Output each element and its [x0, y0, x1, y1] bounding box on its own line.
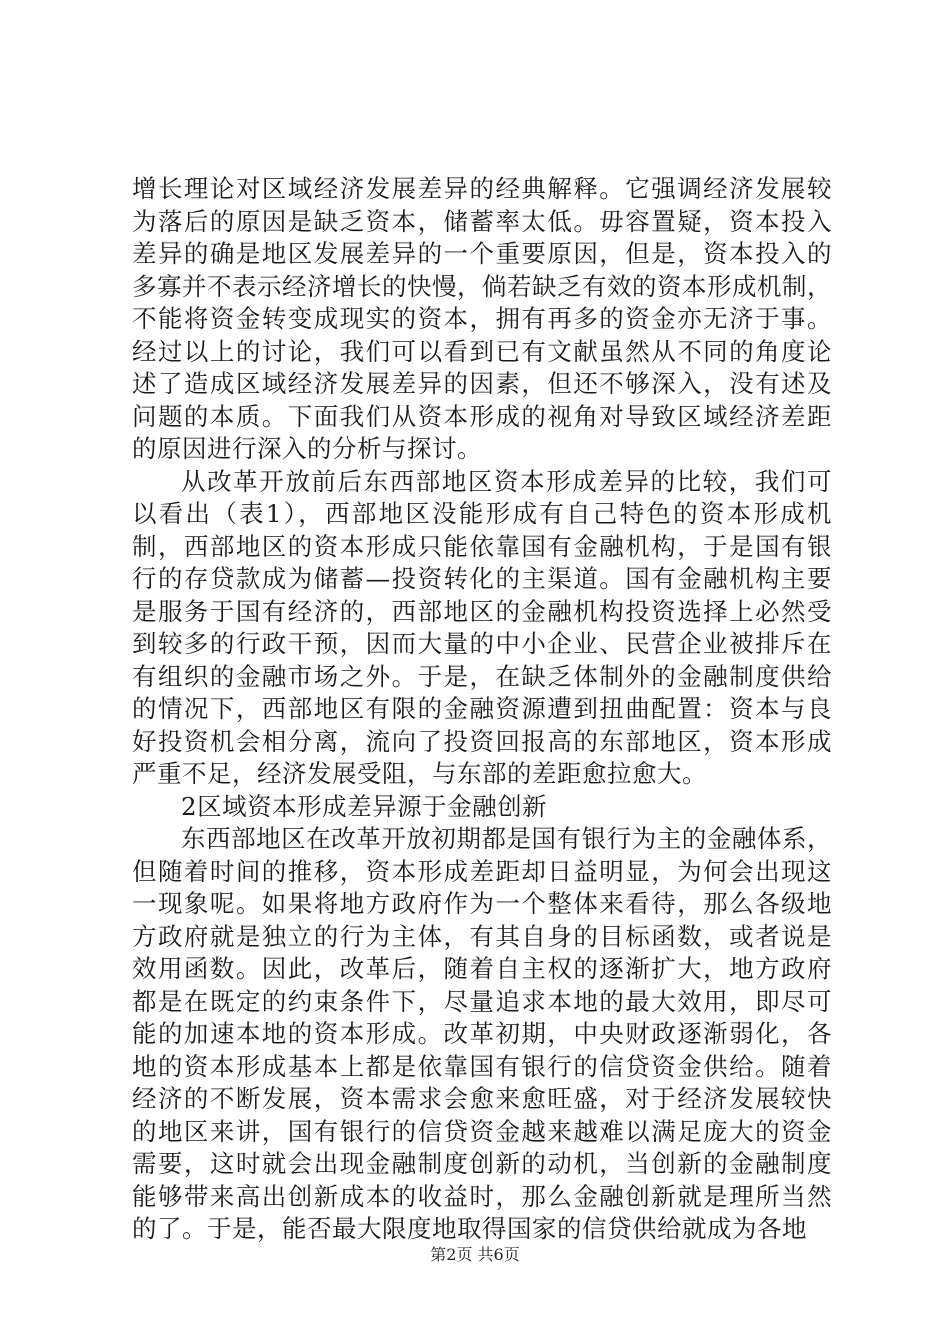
section-heading — [132, 791, 832, 824]
document-body — [132, 173, 832, 1246]
text-line: 需要，这时就会出现金融制度创新的动机，当创新的金融制度 — [132, 1149, 832, 1178]
paragraph — [132, 466, 832, 791]
paragraph — [132, 823, 832, 1246]
text-line: 为落后的原因是缺乏资本，储蓄率太低。毋容置疑，资本投入 — [132, 206, 832, 236]
text-line: 述了造成区域经济发展差异的因素，但还不够深入，没有述及 — [132, 369, 832, 398]
paragraph — [132, 173, 832, 466]
text-line: 到较多的行政干预，因而大量的中小企业、民营企业被排斥在 — [132, 629, 832, 658]
text-line: 行的存贷款成为储蓄—投资转化的主渠道。国有金融机构主要 — [132, 564, 832, 593]
text-line: 东西部地区在改革开放初期都是国有银行为主的金融体系， — [181, 824, 832, 853]
text-line: 能够带来高出创新成本的收益时，那么金融创新就是理所当然 — [132, 1181, 832, 1211]
text-line: 是服务于国有经济的，西部地区的金融机构投资选择上必然受 — [132, 596, 832, 626]
text-line: 有组织的金融市场之外。于是，在缺乏体制外的金融制度供给 — [132, 661, 832, 691]
text-line: 的地区来讲，国有银行的信贷资金越来越难以满足庞大的资金 — [132, 1116, 832, 1146]
text-line: 好投资机会相分离，流向了投资回报高的东部地区，资本形成 — [132, 726, 832, 756]
text-line: 一现象呢。如果将地方政府作为一个整体来看待，那么各级地 — [132, 889, 832, 918]
text-line: 但随着时间的推移，资本形成差距却日益明显，为何会出现这 — [132, 856, 832, 886]
text-line: 经过以上的讨论，我们可以看到已有文献虽然从不同的角度论 — [132, 336, 832, 366]
text-line: 从改革开放前后东西部地区资本形成差异的比较，我们可 — [181, 466, 832, 496]
text-line: 差异的确是地区发展差异的一个重要原因，但是，资本投入的 — [132, 239, 832, 268]
text-line: 多寡并不表示经济增长的快慢，倘若缺乏有效的资本形成机制， — [132, 271, 832, 301]
text-line: 的情况下，西部地区有限的金融资源遭到扭曲配置：资本与良 — [132, 694, 832, 723]
text-line: 都是在既定的约束条件下，尽量追求本地的最大效用，即尽可 — [132, 986, 832, 1016]
text-line: 以看出（表1），西部地区没能形成有自己特色的资本形成机 — [132, 499, 832, 528]
text-line: 能的加速本地的资本形成。改革初期，中央财政逐渐弱化，各 — [132, 1019, 832, 1048]
text-line: 问题的本质。下面我们从资本形成的视角对导致区域经济差距 — [132, 401, 832, 431]
text-line: 经济的不断发展，资本需求会愈来愈旺盛，对于经济发展较快 — [132, 1084, 832, 1113]
text-line: 制，西部地区的资本形成只能依靠国有金融机构，于是国有银 — [132, 531, 832, 561]
text-line: 的了。于是，能否最大限度地取得国家的信贷供给就成为各地 — [132, 1214, 807, 1243]
text-line: 严重不足，经济发展受阻，与东部的差距愈拉愈大。 — [132, 759, 707, 788]
text-line: 方政府就是独立的行为主体，有其自身的目标函数，或者说是 — [132, 921, 832, 951]
text-line: 2区域资本形成差异源于金融创新 — [181, 791, 548, 821]
text-line: 地的资本形成基本上都是依靠国有银行的信贷资金供给。随着 — [132, 1051, 832, 1081]
text-line: 增长理论对区域经济发展差异的经典解释。它强调经济发展较 — [132, 174, 832, 203]
page-footer: 第2页 共6页 — [430, 1245, 520, 1264]
text-line: 效用函数。因此，改革后，随着自主权的逐渐扩大，地方政府 — [132, 954, 832, 983]
text-line: 不能将资金转变成现实的资本，拥有再多的资金亦无济于事。 — [132, 304, 832, 333]
text-line: 的原因进行深入的分析与探讨。 — [132, 434, 482, 463]
